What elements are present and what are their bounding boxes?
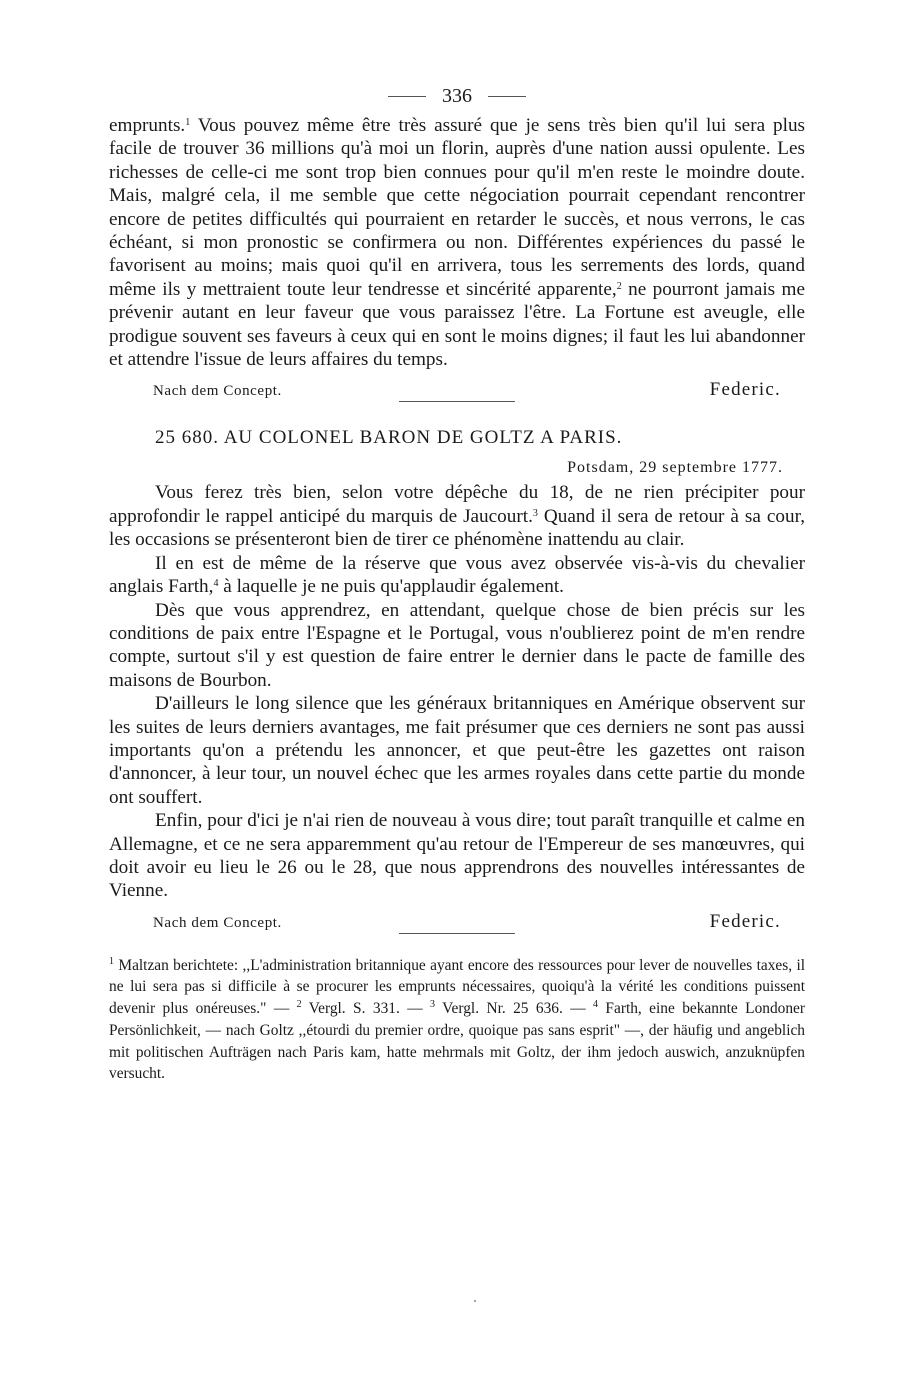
letter2-paragraph-5: Enfin, pour d'ici je n'ai rien de nouveau à vous dire; tout paraît tranquille et calme en Allemagne, et ce ne sera apparemment qu'au retour de l'Empereur de ses manœuvres, qui doit avoir eu lieu le 26 ou le 28, que nous apprendrons des nouvelles intéressantes de Vienne.: [109, 810, 806, 902]
letter2-paragraph-3: Dès que vous apprendrez, en attendant, quelque chose de bien précis sur les conditions de paix entre l'Espagne et le Portugal, vous n'oublierez point de m'en rendre compte, surtout s'il y est question de faire entrer le dernier dans le pacte de famille des maisons de Bourbon.: [109, 599, 805, 691]
letter-divider: [399, 401, 515, 402]
page-header: [109, 82, 805, 110]
letter1-signature: Federic.: [709, 379, 781, 401]
footnote-ref-3: 3: [532, 507, 538, 519]
letter2-paragraph-2: [109, 552, 805, 599]
letter2-p1-a: Vous ferez très bien, selon votre dépêche du 18, de ne rien précipiter pour approfondir le rappel anticipé du marquis de Jaucourt.: [109, 482, 805, 527]
header-rule-left: [388, 96, 426, 97]
header-rule-right: [488, 96, 526, 97]
paper-speck: [474, 1300, 476, 1302]
page-number: 336: [442, 84, 472, 107]
letter2-place-date: Potsdam, 29 septembre 1777.: [567, 459, 783, 477]
footnotes: [109, 955, 805, 1085]
footnote-number-2: 2: [296, 999, 302, 1011]
letter2-p1-b: Quand il sera de retour à sa cour, les occasions se présenteront bien de tirer ce phénomène inattendu au clair.: [109, 505, 805, 551]
letter-divider: [399, 933, 515, 934]
letter1-text-a: emprunts.: [109, 115, 186, 136]
letter2-paragraph-4: D'ailleurs le long silence que les généraux britanniques en Amérique observent sur les suites de leurs derniers avantages, me fait présumer que ces derniers ne sont pas aussi importants qu'on a prétendu les annoncer, et que peut-être les gazettes ont raison d'annoncer, à leur tour, un nouvel échec que les armes royales dans cette partie du monde ont souffert.: [109, 693, 805, 808]
letter2-p2-a: Il en est de même de la réserve que vous avez observée vis-à-vis du chevalier anglais Farth,: [109, 552, 805, 598]
footnote-number-4: 4: [593, 999, 599, 1011]
letter2-signoff: [109, 903, 805, 933]
letter1-source: Nach dem Concept.: [153, 383, 282, 400]
footnote-number-3: 3: [430, 999, 436, 1011]
letter1-signoff: [109, 371, 805, 401]
footnote-number-1: 1: [109, 955, 114, 967]
letter2-p2-b: à laquelle je ne puis qu'applaudir également.: [218, 576, 564, 598]
letter2-source: Nach dem Concept.: [153, 914, 282, 931]
footnote-text-1: Maltzan berichtete: ,,L'administration britannique ayant encore des ressources pour lever de nouvelles taxes, il ne lui sera pas si difficile à se procurer les emprunts nécessaires, quoiqu'à la vérité les conditions puissent devenir plus onéreuses." —: [109, 956, 805, 1018]
letter1-text-b: Vous pouvez même être très assuré que je sens très bien qu'il lui sera plus facile de trouver 36 millions qu'à moi un florin, auprès d'une nation aussi opulente. Les richesses de celle-ci me sont trop bien connues pour qu'il m'en reste le moindre doute. Mais, malgré cela, il me semble que cette négociation pourrait cependant rencontrer encore de petites difficultés qui pourraient en retarder le succès, et nous verrons, le cas échéant, si mon pronostic se confirmera ou non. Différentes expériences du passé le favorisent au moins; mais quoi qu'il en arrivera, tous les serrements des lords, quand même ils y mettraient toute leur tendresse et sincérité apparente,: [109, 115, 805, 300]
letter1-text-c: ne pourront jamais me prévenir autant en leur faveur que vous paraissez l'être. La Fortune est aveugle, elle prodigue souvent ses faveurs à ceux qui en sont le moins dignes; il faut les lui abandonner et attendre l'issue de leurs affaires du temps.: [109, 278, 805, 371]
footnote-text-2: Vergl. S. 331. —: [301, 1000, 431, 1018]
footnote-text-4: Farth, eine bekannte Londoner Persönlichkeit, — nach Goltz ,,étourdi du premier ordre, quoique pas sans esprit" —, der häufig und angeblich mit politischen Aufträgen nach Paris kam, hatte mehrmals mit Goltz, der ihm jedoch auswich, anzuknüpfen versucht.: [109, 1000, 805, 1083]
letter1-body: [109, 114, 805, 371]
footnote-text-3: Vergl. Nr. 25 636. —: [435, 1000, 594, 1018]
letter2-title: 25 680. AU COLONEL BARON DE GOLTZ A PARIS.: [155, 427, 623, 449]
footnote-ref-4: 4: [213, 578, 219, 590]
footnote-ref-1: 1: [185, 117, 191, 128]
letter2-paragraph-1: [109, 481, 805, 551]
footnote-ref-2: 2: [616, 280, 622, 292]
book-page: [109, 82, 805, 1100]
letter2-signature: Federic.: [709, 910, 781, 932]
